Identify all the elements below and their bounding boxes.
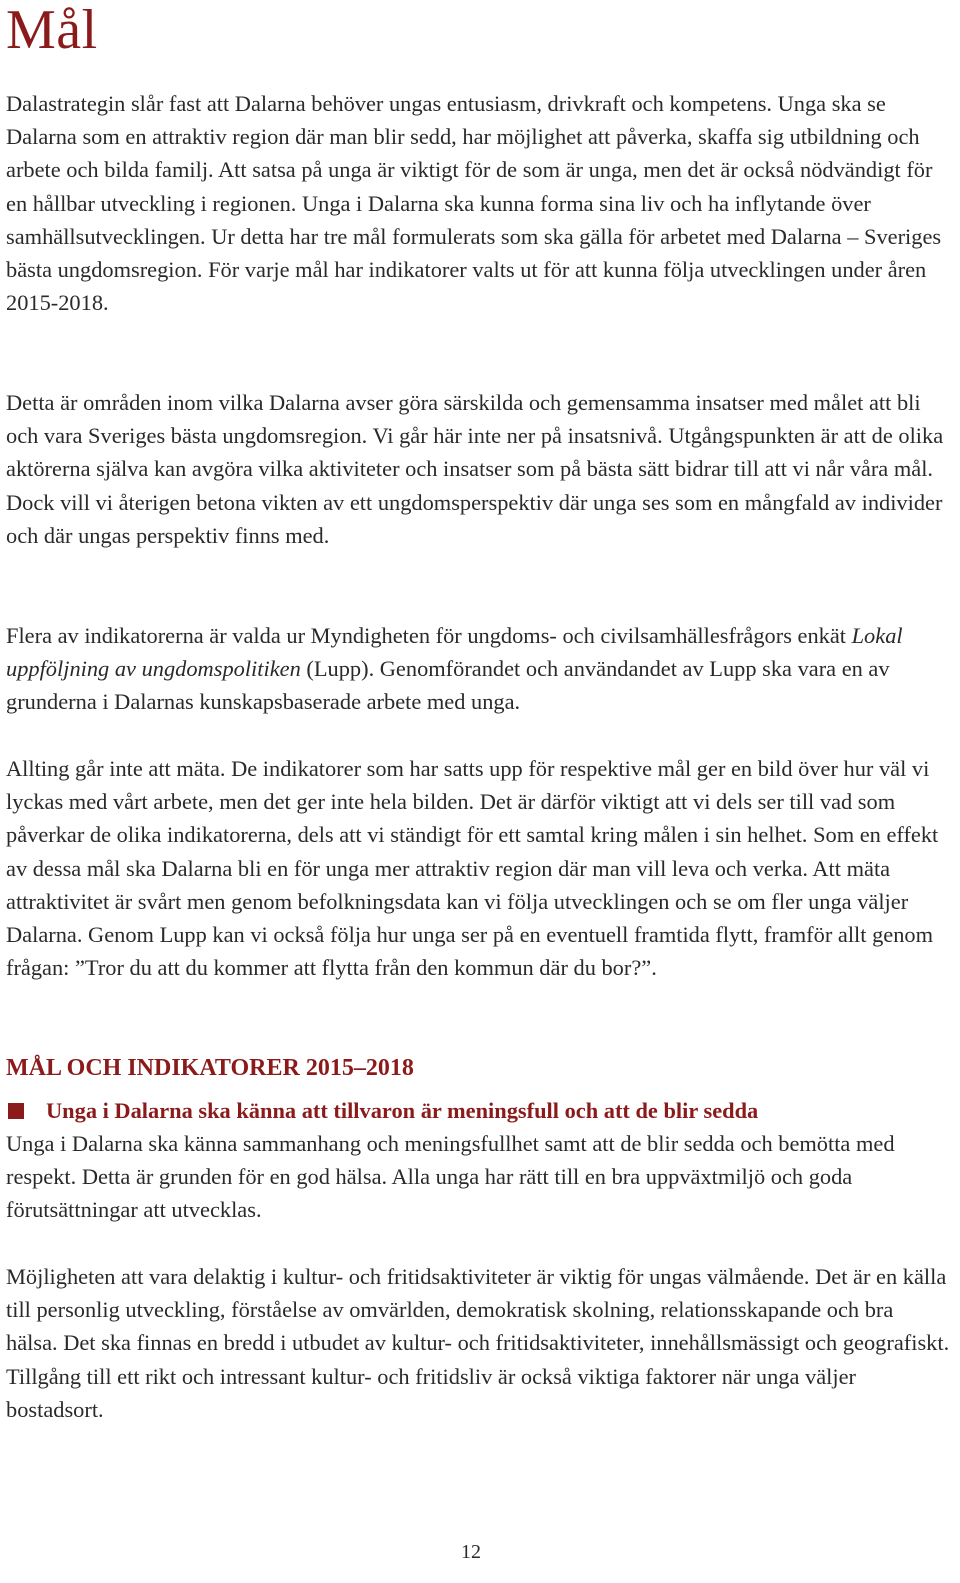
goal-heading [6,1094,758,1127]
goal-heading-text: Unga i Dalarna ska känna att tillvaron är meningsfull och att de blir sedda [46,1098,759,1123]
indicators-source-paragraph [6,619,950,719]
p3-text-after: (Lupp). Genomförandet och användandet av Lupp ska vara en av grunderna i Dalarnas kunskapsbaserade arbete med unga. [6,656,890,715]
intro-paragraph: Dalastrategin slår fast att Dalarna behöver ungas entusiasm, drivkraft och kompetens. Unga ska se Dalarna som en attraktiv region där man blir sedd, har möjlighet att påverka, skaffa sig utbildning och arbete och bilda familj. Att satsa på unga är viktigt för de som är unga, men det är också nödvändigt för en hållbar utveckling i regionen. Unga i Dalarna ska kunna forma sina liv och ha inflytande över samhällsutvecklingen. Ur detta har tre mål formulerats som ska gälla för arbetet med Dalarna – Sveriges bästa ungdomsregion. För varje mål har indikatorer valts ut för att kunna följa utvecklingen under åren 2015-2018. [6,91,942,316]
square-bullet-icon [8,1103,24,1119]
focus-areas-paragraph: Detta är områden inom vilka Dalarna avser göra särskilda och gemensamma insatser med målet att bli och vara Sveriges bästa ungdomsregion. Vi går här inte ner på insatsnivå. Utgångspunkten är att de olika aktörerna själva kan avgöra vilka aktiviteter och insatser som på bästa sätt bidrar till att vi når våra mål. Dock vill vi återigen betona vikten av ett ungdomsperspektiv där unga ses som en mångfald av individer och där ungas perspektiv finns med. [6,390,944,548]
goal-description-paragraph: Unga i Dalarna ska känna sammanhang och meningsfullhet samt att de blir sedda och bemötta med respekt. Detta är grunden för en god hälsa. Alla unga har rätt till en bra uppväxtmiljö och goda förutsättningar att utvecklas. [6,1131,895,1223]
page-title: Mål [6,0,98,61]
page-number: 12 [461,1541,481,1563]
section-heading: MÅL OCH INDIKATORER 2015–2018 [6,1055,414,1081]
survey-title: Lokal uppföljning av ungdomspolitiken [6,623,903,682]
measurement-paragraph: Allting går inte att mäta. De indikatorer som har satts upp för respektive mål ger en bild över hur väl vi lyckas med vårt arbete, men det ger inte hela bilden. Det är därför viktigt att vi dels ser till vad som påverkar de olika indikatorerna, dels att vi ständigt för ett samtal kring målen i sin helhet. Som en effekt av dessa mål ska Dalarna bli en för unga mer attraktiv region där man vill leva och verka. Att mäta attraktivitet är svårt men genom befolkningsdata kan vi följa utvecklingen och se om fler unga väljer Dalarna. Genom Lupp kan vi också följa hur unga ser på en eventuell framtida flytt, framför allt genom frågan: ”Tror du att du kommer att flytta från den kommun där du bor?”. [6,756,939,981]
culture-leisure-paragraph: Möjligheten att vara delaktig i kultur- och fritidsaktiviteter är viktig för ungas välmående. Det är en källa till personlig utveckling, förståelse av omvärlden, demokratisk skolning, relationsskapande och bra hälsa. Det ska finnas en bredd i utbudet av kultur- och fritidsaktiviteter, innehållsmässigt och geografiskt. Tillgång till ett rikt och intressant kultur- och fritidsliv är också viktiga faktorer när unga väljer bostadsort. [6,1264,950,1422]
p3-text-before: Flera av indikatorerna är valda ur Myndigheten för ungdoms- och civilsamhällesfrågors enkät [6,623,852,648]
